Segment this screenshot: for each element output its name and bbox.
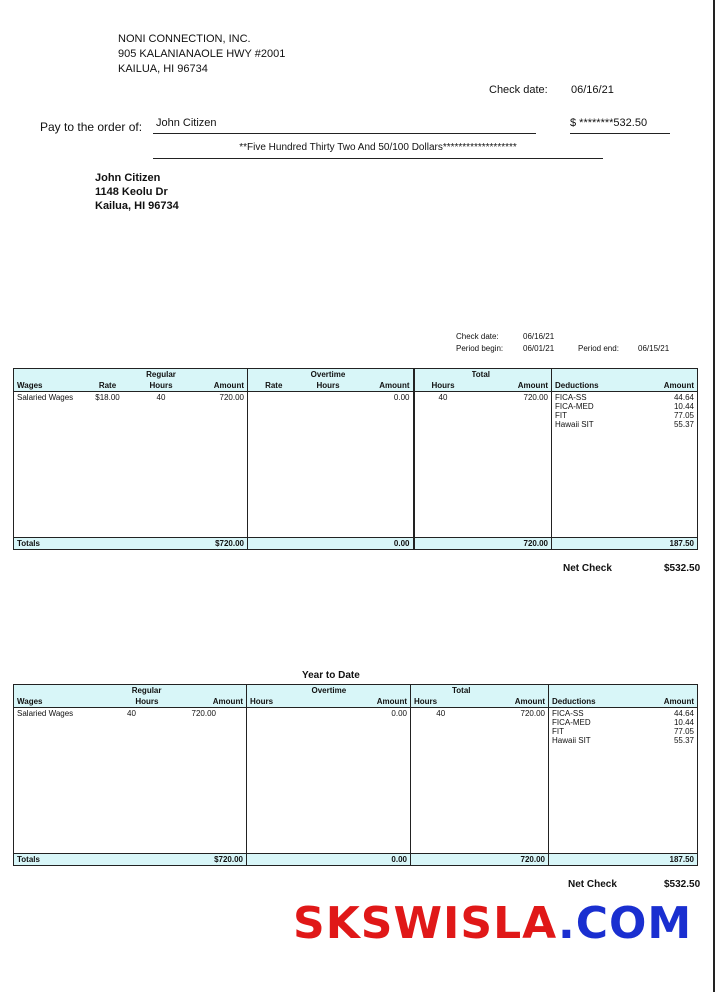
ytd-group-total: Total	[411, 685, 471, 697]
totals-deductions: 187.50	[626, 538, 698, 550]
period-end: 06/15/21	[638, 344, 670, 353]
check-date-label: Check date:	[489, 84, 548, 96]
company-name: NONI CONNECTION, INC.	[118, 33, 251, 45]
period-end-label: Period end:	[578, 344, 619, 353]
col-amount: Amount	[189, 380, 248, 392]
amount-words-line	[153, 142, 603, 159]
ytd-totals-row	[14, 854, 698, 866]
deduction-amount: 44.64	[673, 393, 694, 402]
deduction-name: FICA-SS	[552, 709, 584, 718]
tot-hours: 40	[414, 392, 472, 538]
ytd-deduction-names	[549, 708, 625, 854]
ytd-tot-hours: 40	[411, 708, 471, 854]
ytd-net-check-label: Net Check	[568, 879, 617, 890]
col-tot-amount: Amount	[472, 380, 552, 392]
tot-amount: 720.00	[523, 393, 548, 402]
deduction-amounts	[626, 392, 698, 538]
payee-address-2: Kailua, HI 96734	[95, 200, 179, 212]
payee-address	[95, 171, 179, 213]
group-overtime: Overtime	[300, 369, 357, 381]
col-ot-hours: Hours	[300, 380, 357, 392]
net-check-value: $532.50	[664, 563, 701, 574]
ytd-title: Year to Date	[302, 670, 360, 681]
col-ded-amount: Amount	[626, 380, 698, 392]
table-row	[14, 392, 698, 538]
deduction-amount: 77.05	[673, 411, 694, 420]
deduction-amount: 10.44	[673, 402, 694, 411]
period-begin-label: Period begin:	[456, 344, 504, 353]
col-rate: Rate	[82, 380, 134, 392]
totals-label: Totals	[14, 538, 82, 550]
ytd-column-header-row	[14, 696, 698, 708]
deduction-amount: 55.37	[673, 736, 694, 745]
ytd-col-ded-amount: Amount	[625, 696, 698, 708]
watermark	[293, 898, 692, 949]
totals-total: 720.00	[472, 538, 552, 550]
deduction-name: FIT	[555, 411, 567, 420]
wage-amount: 720.00	[219, 393, 244, 402]
deduction-amount: 44.64	[673, 709, 694, 718]
net-check-label: Net Check	[563, 563, 612, 574]
deduction-amount: 10.44	[673, 718, 694, 727]
payee-name: John Citizen	[95, 172, 161, 184]
ot-amount: 0.00	[393, 393, 410, 402]
company-address-1: 905 KALANIANAOLE HWY #2001	[118, 48, 286, 60]
check-date: 06/16/21	[571, 84, 614, 96]
column-header-row	[14, 380, 698, 392]
ytd-group-header-row	[14, 685, 698, 697]
ytd-totals-overtime: 0.00	[309, 854, 411, 866]
ytd-net-check-value: $532.50	[664, 879, 701, 890]
ytd-tot-amount: 720.00	[520, 709, 545, 718]
deduction-name: Hawaii SIT	[552, 736, 591, 745]
period-begin: 06/01/21	[523, 344, 555, 353]
col-tot-hours: Hours	[414, 380, 472, 392]
ytd-col-amount: Amount	[162, 696, 247, 708]
ytd-totals-label: Totals	[14, 854, 102, 866]
ytd-totals-total: 720.00	[471, 854, 549, 866]
pay-stub-table	[13, 368, 698, 550]
ytd-table	[13, 684, 698, 866]
ytd-totals-deductions: 187.50	[625, 854, 698, 866]
col-deductions: Deductions	[552, 380, 626, 392]
ytd-col-deductions: Deductions	[549, 696, 625, 708]
ytd-col-hours: Hours	[102, 696, 162, 708]
ytd-col-ot-amount: Amount	[309, 696, 411, 708]
totals-row	[14, 538, 698, 550]
ytd-col-wages: Wages	[14, 696, 102, 708]
col-ot-amount: Amount	[357, 380, 414, 392]
ytd-group-regular: Regular	[102, 685, 162, 697]
ytd-deduction-amounts	[625, 708, 698, 854]
ytd-ot-amount: 0.00	[391, 709, 407, 718]
col-wages: Wages	[14, 380, 82, 392]
deduction-name: FIT	[552, 727, 564, 736]
ytd-wage-type: Salaried Wages	[17, 709, 74, 718]
col-ot-rate: Rate	[248, 380, 300, 392]
pay-to-label: Pay to the order of:	[40, 120, 143, 134]
wage-type: Salaried Wages	[17, 393, 74, 402]
ytd-group-overtime: Overtime	[309, 685, 411, 697]
ytd-wage-hours: 40	[127, 709, 136, 718]
deduction-name: FICA-MED	[552, 718, 591, 727]
amount-words: **Five Hundred Thirty Two And 50/100 Dollars*******************	[239, 142, 517, 153]
group-header-row	[14, 369, 698, 381]
stub-check-date-label: Check date:	[456, 332, 499, 341]
group-total: Total	[472, 369, 552, 381]
deduction-name: FICA-MED	[555, 402, 594, 411]
totals-overtime: 0.00	[357, 538, 414, 550]
payee-address-1: 1148 Keolu Dr	[95, 186, 168, 198]
company-block	[118, 32, 285, 77]
ytd-totals-regular: $720.00	[162, 854, 247, 866]
watermark-part-1: SKSWISLA	[293, 898, 558, 949]
watermark-part-2: COM	[575, 898, 693, 949]
deduction-name: Hawaii SIT	[555, 420, 594, 429]
deduction-names	[552, 392, 626, 538]
ytd-col-tot-hours: Hours	[411, 696, 471, 708]
wage-rate: $18.00	[95, 393, 120, 402]
deduction-amount: 55.37	[673, 420, 694, 429]
wage-hours: 40	[156, 393, 166, 402]
deduction-amount: 77.05	[673, 727, 694, 736]
company-address-2: KAILUA, HI 96734	[118, 63, 208, 75]
stub-check-date: 06/16/21	[523, 332, 555, 341]
table-row	[14, 708, 698, 854]
ytd-col-ot-hours: Hours	[247, 696, 309, 708]
amount-box	[570, 117, 670, 134]
col-hours: Hours	[134, 380, 189, 392]
deduction-name: FICA-SS	[555, 393, 587, 402]
check-amount: $ ********532.50	[570, 117, 648, 129]
payee-line	[153, 117, 536, 134]
group-regular: Regular	[134, 369, 189, 381]
watermark-dot: .	[557, 898, 576, 949]
ytd-col-tot-amount: Amount	[471, 696, 549, 708]
payee: John Citizen	[156, 117, 217, 129]
totals-regular: $720.00	[189, 538, 248, 550]
ytd-wage-amount: 720.00	[191, 709, 216, 718]
